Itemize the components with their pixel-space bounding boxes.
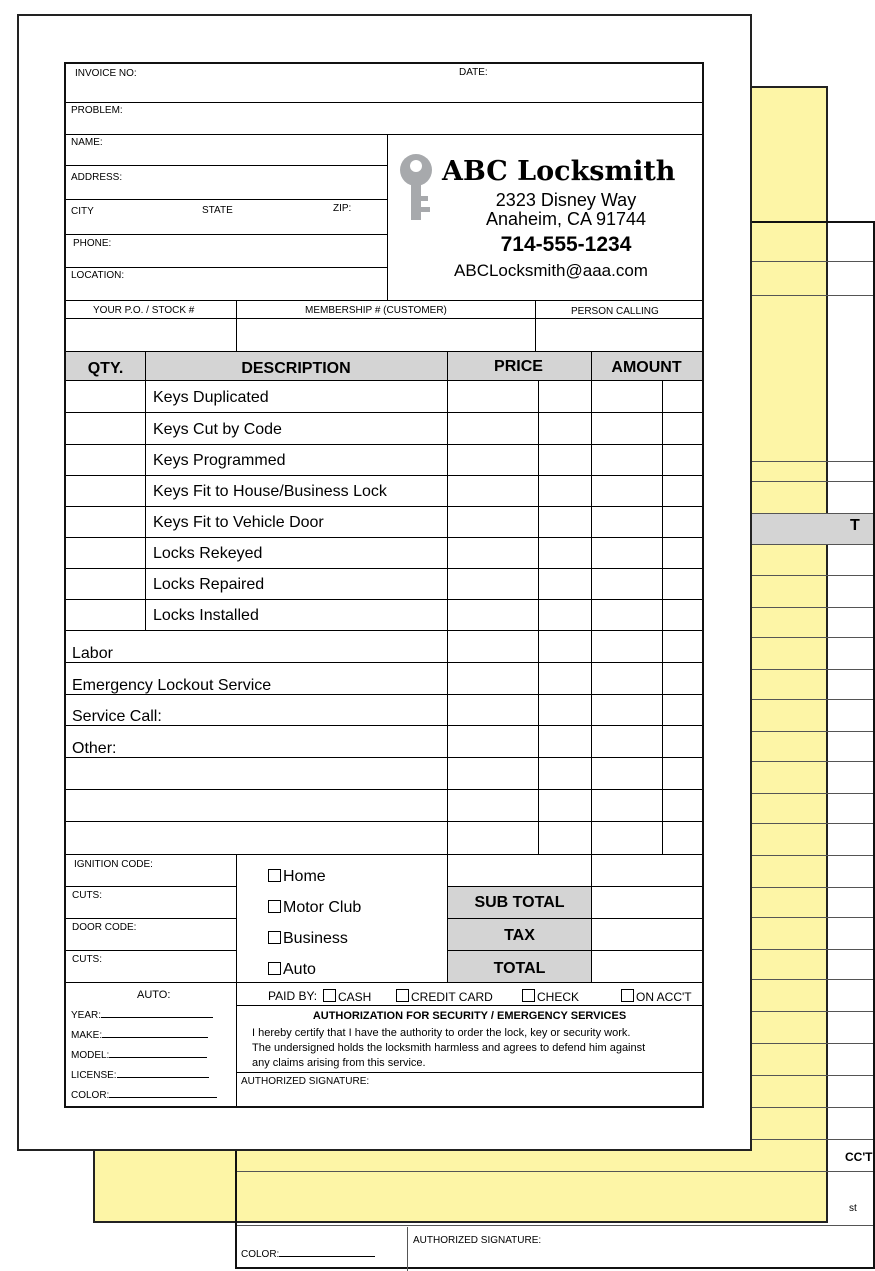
paid-by-label: PAID BY: [268, 989, 318, 1003]
problem-label: PROBLEM: [71, 105, 123, 116]
list-item: Locks Installed [153, 607, 259, 624]
phone-label: PHONE: [73, 238, 112, 249]
service-call: Service Call: [72, 708, 162, 725]
service-labor: Labor [72, 645, 113, 662]
auto-title: AUTO: [137, 989, 171, 1001]
list-item: Locks Repaired [153, 576, 265, 593]
copy-fragment-amount: T [850, 517, 860, 534]
list-item: Keys Cut by Code [153, 421, 282, 438]
job-type-auto[interactable]: Auto [268, 961, 316, 979]
zip-label: ZIP: [333, 203, 352, 214]
city-label: CITY [71, 206, 94, 217]
service-emergency-lockout: Emergency Lockout Service [72, 677, 272, 694]
authorized-signature-label: AUTHORIZED SIGNATURE: [241, 1076, 370, 1087]
pay-credit-card-option[interactable]: CREDIT CARD [396, 989, 493, 1004]
checkbox[interactable] [396, 989, 409, 1002]
cuts-label-1: CUTS: [72, 890, 102, 901]
checkbox[interactable] [268, 900, 281, 913]
door-code-label: DOOR CODE: [72, 922, 137, 933]
copy-color-label: COLOR: [241, 1247, 375, 1260]
service-other: Other: [72, 740, 117, 757]
list-item: Keys Fit to House/Business Lock [153, 483, 387, 500]
cuts-label-2: CUTS: [72, 954, 102, 965]
authorization-title: AUTHORIZATION FOR SECURITY / EMERGENCY SERVICES [312, 1010, 627, 1022]
invoice-no-label: INVOICE NO: [75, 68, 137, 79]
auto-license-field[interactable]: LICENSE: [71, 1068, 209, 1081]
job-type-business[interactable]: Business [268, 930, 348, 948]
key-icon [396, 152, 436, 222]
job-type-motor-club[interactable]: Motor Club [268, 899, 361, 917]
price-header: PRICE [494, 358, 543, 375]
date-label: DATE: [459, 67, 488, 78]
location-label: LOCATION: [71, 270, 125, 281]
auto-make-field[interactable]: MAKE: [71, 1028, 208, 1041]
copy-fragment-text: st [849, 1203, 857, 1214]
company-name: ABC Locksmith [442, 156, 676, 187]
invoice-form [64, 62, 704, 1108]
auto-year-field[interactable]: YEAR: [71, 1008, 213, 1021]
state-label: STATE [202, 205, 233, 216]
tax-label: TAX [504, 927, 535, 944]
company-phone: 714-555-1234 [500, 233, 632, 256]
checkbox[interactable] [522, 989, 535, 1002]
name-label: NAME: [71, 137, 103, 148]
list-item: Keys Fit to Vehicle Door [153, 514, 324, 531]
list-item: Locks Rekeyed [153, 545, 263, 562]
pay-on-account-option[interactable]: ON ACC'T [621, 989, 692, 1004]
description-header: DESCRIPTION [241, 360, 351, 377]
copy-signature-label: AUTHORIZED SIGNATURE: [413, 1235, 542, 1246]
person-calling-label: PERSON CALLING [571, 306, 659, 317]
checkbox[interactable] [323, 989, 336, 1002]
company-email: ABCLocksmith@aaa.com [454, 261, 648, 280]
authorization-line-1: I hereby certify that I have the authority to order the lock, key or security work. [252, 1027, 631, 1039]
membership-label: MEMBERSHIP # (CUSTOMER) [305, 305, 447, 316]
authorization-line-3: any claims arising from this service. [252, 1057, 426, 1069]
copy-fragment-acct: CC'T [845, 1150, 873, 1164]
ignition-code-label: IGNITION CODE: [74, 859, 153, 870]
checkbox[interactable] [621, 989, 634, 1002]
company-city: Anaheim, CA 91744 [485, 209, 647, 229]
job-type-home[interactable]: Home [268, 868, 326, 886]
list-item: Keys Duplicated [153, 389, 269, 406]
company-street: 2323 Disney Way [495, 190, 637, 210]
pay-cash-option[interactable]: CASH [323, 989, 371, 1004]
po-stock-label: YOUR P.O. / STOCK # [93, 305, 195, 316]
checkbox[interactable] [268, 962, 281, 975]
auto-model-field[interactable]: MODEL: [71, 1048, 207, 1061]
auto-color-field[interactable]: COLOR: [71, 1088, 217, 1101]
amount-header: AMOUNT [611, 359, 682, 376]
pay-check-option[interactable]: CHECK [522, 989, 579, 1004]
checkbox[interactable] [268, 931, 281, 944]
authorization-line-2: The undersigned holds the locksmith harmless and agrees to defend him against [252, 1042, 646, 1054]
list-item: Keys Programmed [153, 452, 286, 469]
subtotal-label: SUB TOTAL [474, 894, 565, 911]
address-label: ADDRESS: [71, 172, 123, 183]
checkbox[interactable] [268, 869, 281, 882]
qty-header: QTY. [87, 360, 124, 377]
total-label: TOTAL [493, 960, 546, 977]
